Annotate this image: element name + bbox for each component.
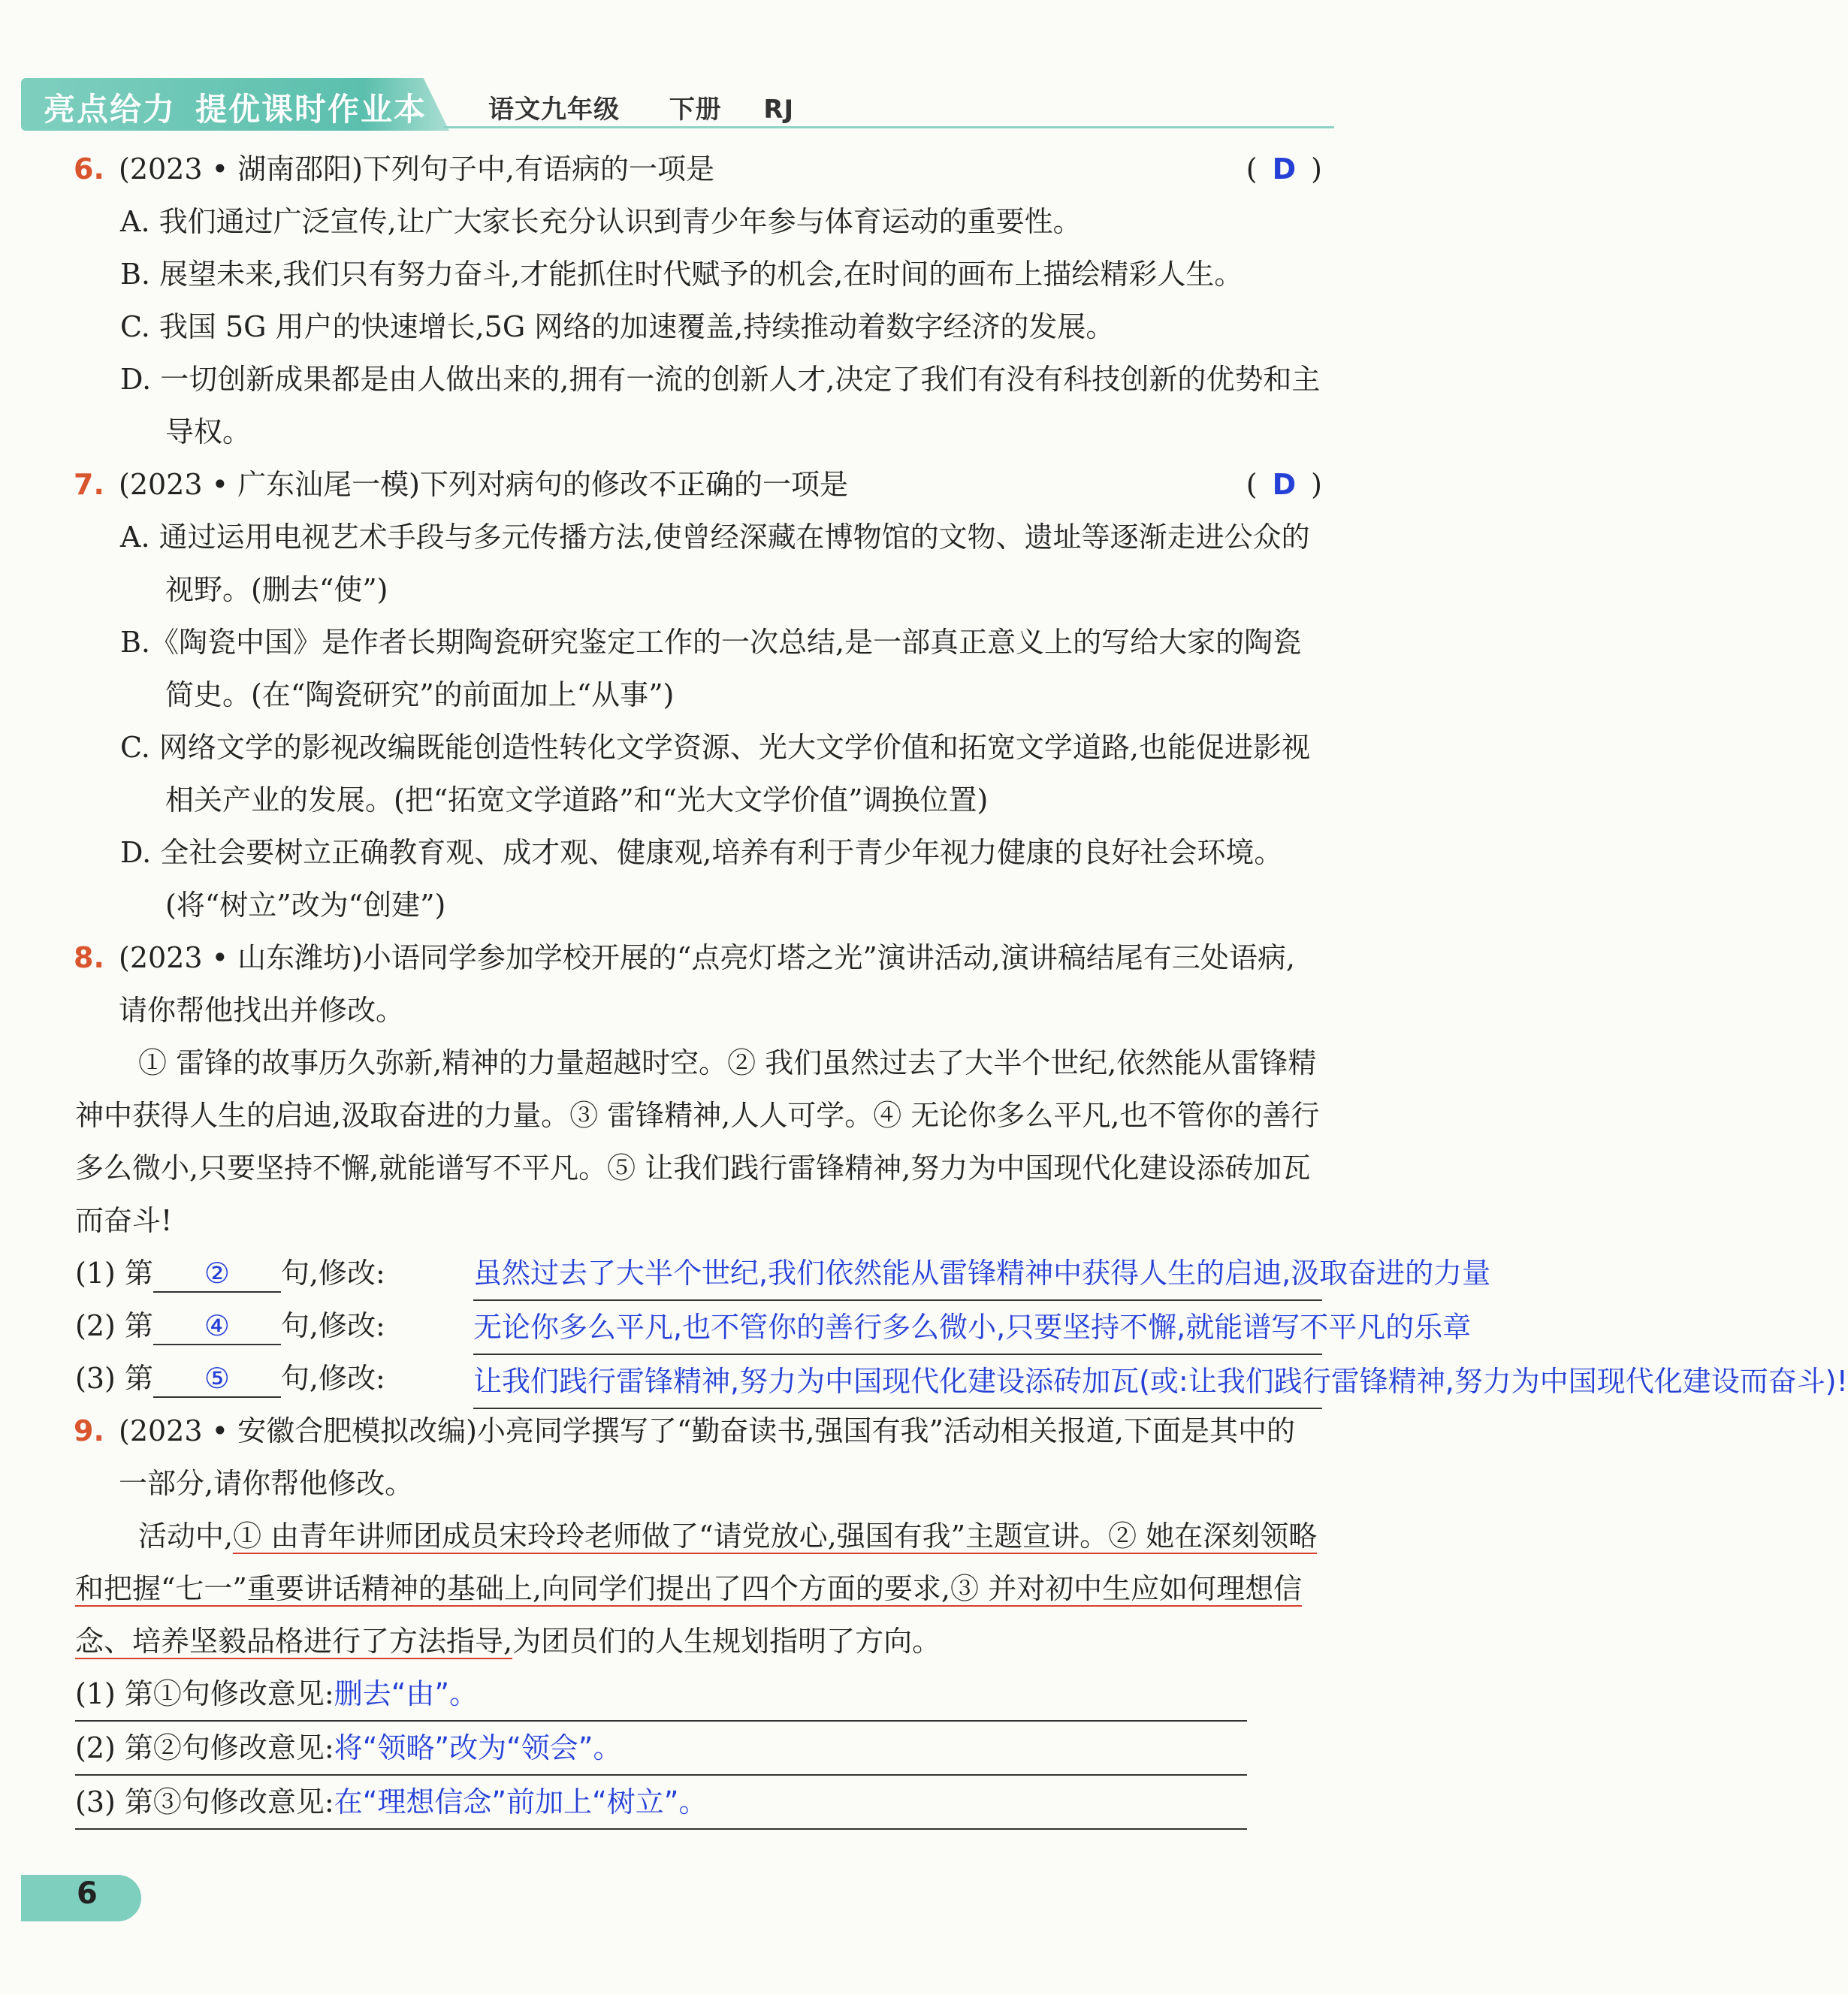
header-title — [44, 85, 427, 130]
answer-row-3: (3) 第 ⑤ 句,修改: — [75, 1352, 1322, 1405]
question-8 — [75, 931, 1322, 1037]
question-number: 9. — [74, 1414, 104, 1447]
page-number: 6 — [77, 1876, 98, 1911]
revision-answer: 删去“由”。 — [334, 1677, 479, 1710]
fix-3: 让我们践行雷锋精神,努力为中国现代化建设添砖加瓦(或:让我们践行雷锋精神,努力为中国现代化建设而奋斗)! — [473, 1355, 1322, 1409]
option-a: A. 我们通过广泛宣传,让广大家长充分认识到青少年参与体育运动的重要性。 — [120, 205, 1082, 238]
option-c: C. 我国 5G 用户的快速增长,5G 网络的加速覆盖,持续推动着数字经济的发展。 — [120, 310, 1115, 343]
option-a: A. 通过运用电视艺术手段与多元传播方法,使曾经深藏在博物馆的文物、遗址等逐渐走进公众的视野。(删去“使”) — [120, 521, 1310, 606]
sentence-number-blank[interactable]: ② — [153, 1255, 281, 1293]
answer-letter: D — [1272, 152, 1297, 186]
fix-1: 虽然过去了大半个世纪,我们依然能从雷锋精神中获得人生的启迪,汲取奋进的力量 — [473, 1247, 1322, 1301]
revision-row-1: (1) 第①句修改意见:删去“由”。 — [75, 1668, 1247, 1722]
question-number: 8. — [74, 941, 104, 974]
option-c: C. 网络文学的影视改编既能创造性转化文学资源、光大文学价值和拓宽文学道路,也能促进影视相关产业的发展。(把“拓宽文学道路”和“光大文学价值”调换位置) — [120, 731, 1310, 816]
series-label: 提优课时作业本 — [195, 91, 427, 128]
subject-label: 语文九年级 — [488, 95, 620, 125]
question-6 — [75, 143, 1322, 195]
option-d: D. 全社会要树立正确教育观、成才观、健康观,培养有利于青少年视力健康的良好社会环境。(将“树立”改为“创建”) — [120, 836, 1283, 922]
sentence-number-blank[interactable]: ⑤ — [153, 1360, 281, 1398]
answer-bracket: ( D ) — [1246, 152, 1322, 186]
question-stem: (2023 • 广东汕尾一模)下列对病句的修改不 •正 •确 •的一项是 — [75, 458, 1322, 511]
question-7 — [75, 458, 1322, 511]
option-d: D. 一切创新成果都是由人做出来的,拥有一流的创新人才,决定了我们有没有科技创新的优势和主导权。 — [120, 363, 1321, 448]
brand-label: 亮点给力 — [44, 91, 177, 128]
option-b: B.《陶瓷中国》是作者长期陶瓷研究鉴定工作的一次总结,是一部真正意义上的写给大家的陶瓷简史。(在“陶瓷研究”的前面加上“从事”) — [120, 626, 1302, 711]
option-b: B. 展望未来,我们只有努力奋斗,才能抓住时代赋予的机会,在时间的画布上描绘精彩人生。 — [120, 258, 1243, 291]
revision-answer: 在“理想信念”前加上“树立”。 — [334, 1785, 708, 1818]
sentence-1: ① 由青年讲师团成员宋玲玲老师做了“请党放心,强国有我”主题宣讲。 — [233, 1520, 1109, 1553]
edition-label: RJ — [763, 95, 795, 125]
sentence-3: ③ 并对初中生应如何理想信念、培养坚毅品格进行了方法指导, — [75, 1572, 1303, 1658]
revision-answer: 将“领略”改为“领会”。 — [334, 1731, 622, 1764]
question-stem: (2023 • 安徽合肥模拟改编)小亮同学撰写了“勤奋读书,强国有我”活动相关报道,下面是其中的一部分,请你帮他修改。 — [119, 1414, 1295, 1500]
revision-row-2: (2) 第②句修改意见:将“领略”改为“领会”。 — [75, 1722, 1247, 1776]
passage: ① 雷锋的故事历久弥新,精神的力量超越时空。② 我们虽然过去了大半个世纪,依然能从雷锋精神中获得人生的启迪,汲取奋进的力量。③ 雷锋精神,人人可学。④ 无论你多么平凡,也不管你的善行多么微小,只要坚持不懈,就能谱写不平凡。⑤ 让我们践行雷锋精神,努力为中国现代化建设添砖加瓦而奋斗! — [75, 1046, 1320, 1237]
question-stem: (2023 • 湖南邵阳)下列句子中,有语病的一项是 — [119, 152, 715, 186]
fix-2: 无论你多么平凡,也不管你的善行多么微小,只要坚持不懈,就能谱写不平凡的乐章 — [473, 1301, 1322, 1355]
sentence-number-blank[interactable]: ④ — [153, 1308, 281, 1345]
answer-row-1: (1) 第 ② 句,修改: — [75, 1247, 1322, 1299]
answer-row-2: (2) 第 ④ 句,修改: — [75, 1299, 1322, 1352]
sentence-2: ② 她在深刻领略和把握“七一”重要讲话精神的基础上,向同学们提出了四个方面的要求, — [75, 1520, 1318, 1605]
header-subtitle — [488, 89, 794, 125]
answer-letter: D — [1272, 468, 1297, 501]
page-content — [74, 143, 1848, 1830]
question-number: 6. — [74, 152, 104, 186]
header-rule — [443, 126, 1334, 128]
question-9 — [75, 1405, 1322, 1510]
volume-label: 下册 — [669, 95, 722, 125]
revision-row-3: (3) 第③句修改意见:在“理想信念”前加上“树立”。 — [75, 1776, 1247, 1830]
answer-bracket: ( D ) — [1246, 468, 1322, 501]
question-stem: (2023 • 山东潍坊)小语同学参加学校开展的“点亮灯塔之光”演讲活动,演讲稿结尾有三处语病,请你帮他找出并修改。 — [119, 941, 1295, 1027]
passage: 活动中,① 由青年讲师团成员宋玲玲老师做了“请党放心,强国有我”主题宣讲。② 她在深刻领略和把握“七一”重要讲话精神的基础上,向同学们提出了四个方面的要求,③ 并对初中生应如何理想信念、培养坚毅品格进行了方法指导,为团员们的人生规划指明了方向。 — [75, 1520, 1318, 1658]
handwritten-fixes — [473, 1247, 1848, 1405]
question-number: 7. — [74, 468, 104, 501]
